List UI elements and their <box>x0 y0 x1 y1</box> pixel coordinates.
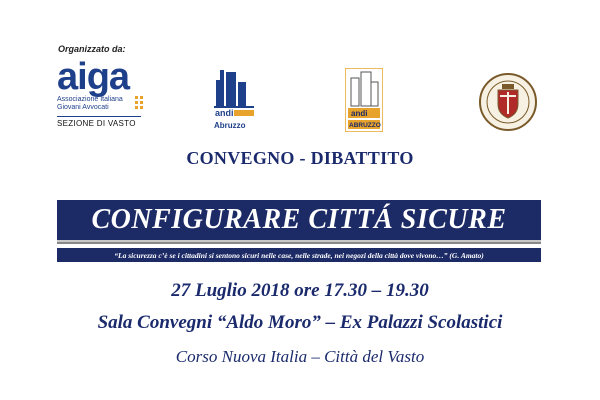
andi-small-region: Abruzzo <box>214 121 246 130</box>
andi-abruzzo-small-logo <box>212 66 258 132</box>
event-date: 27 Luglio 2018 ore 17.30 – 19.30 <box>171 280 429 301</box>
event-venue: Sala Convegni “Aldo Moro” – Ex Palazzi Scolastici <box>97 312 503 333</box>
aiga-logo <box>57 58 153 142</box>
andi-large-region: ABRUZZO <box>349 122 381 129</box>
quote-bar <box>57 248 541 262</box>
event-type: CONVEGNO - DIBATTITO <box>186 148 414 168</box>
municipal-seal-icon <box>478 72 538 132</box>
aiga-wordmark: aiga <box>57 56 130 98</box>
andi-small-word: andi <box>215 108 234 118</box>
aiga-line-2: Giovani Avvocati <box>57 104 109 111</box>
event-quote: “La sicurezza c’è se i cittadini si sentono sicuri nelle case, nelle strade, nei negozi della città dove vivono…” (G. Amato) <box>114 250 484 260</box>
aiga-dots-icon <box>135 96 145 112</box>
andi-large-word: andi <box>351 109 368 118</box>
aiga-line-1: Associazione Italiana <box>57 96 123 103</box>
title-banner <box>57 200 541 242</box>
aiga-section: SEZIONE DI VASTO <box>57 116 141 128</box>
event-address: Corso Nuova Italia – Città del Vasto <box>175 347 425 366</box>
event-title: CONFIGURARE CITTÁ SICURE <box>91 204 507 235</box>
andi-abruzzo-large-logo <box>345 68 383 132</box>
organizer-caption: Organizzato da: <box>58 44 126 54</box>
